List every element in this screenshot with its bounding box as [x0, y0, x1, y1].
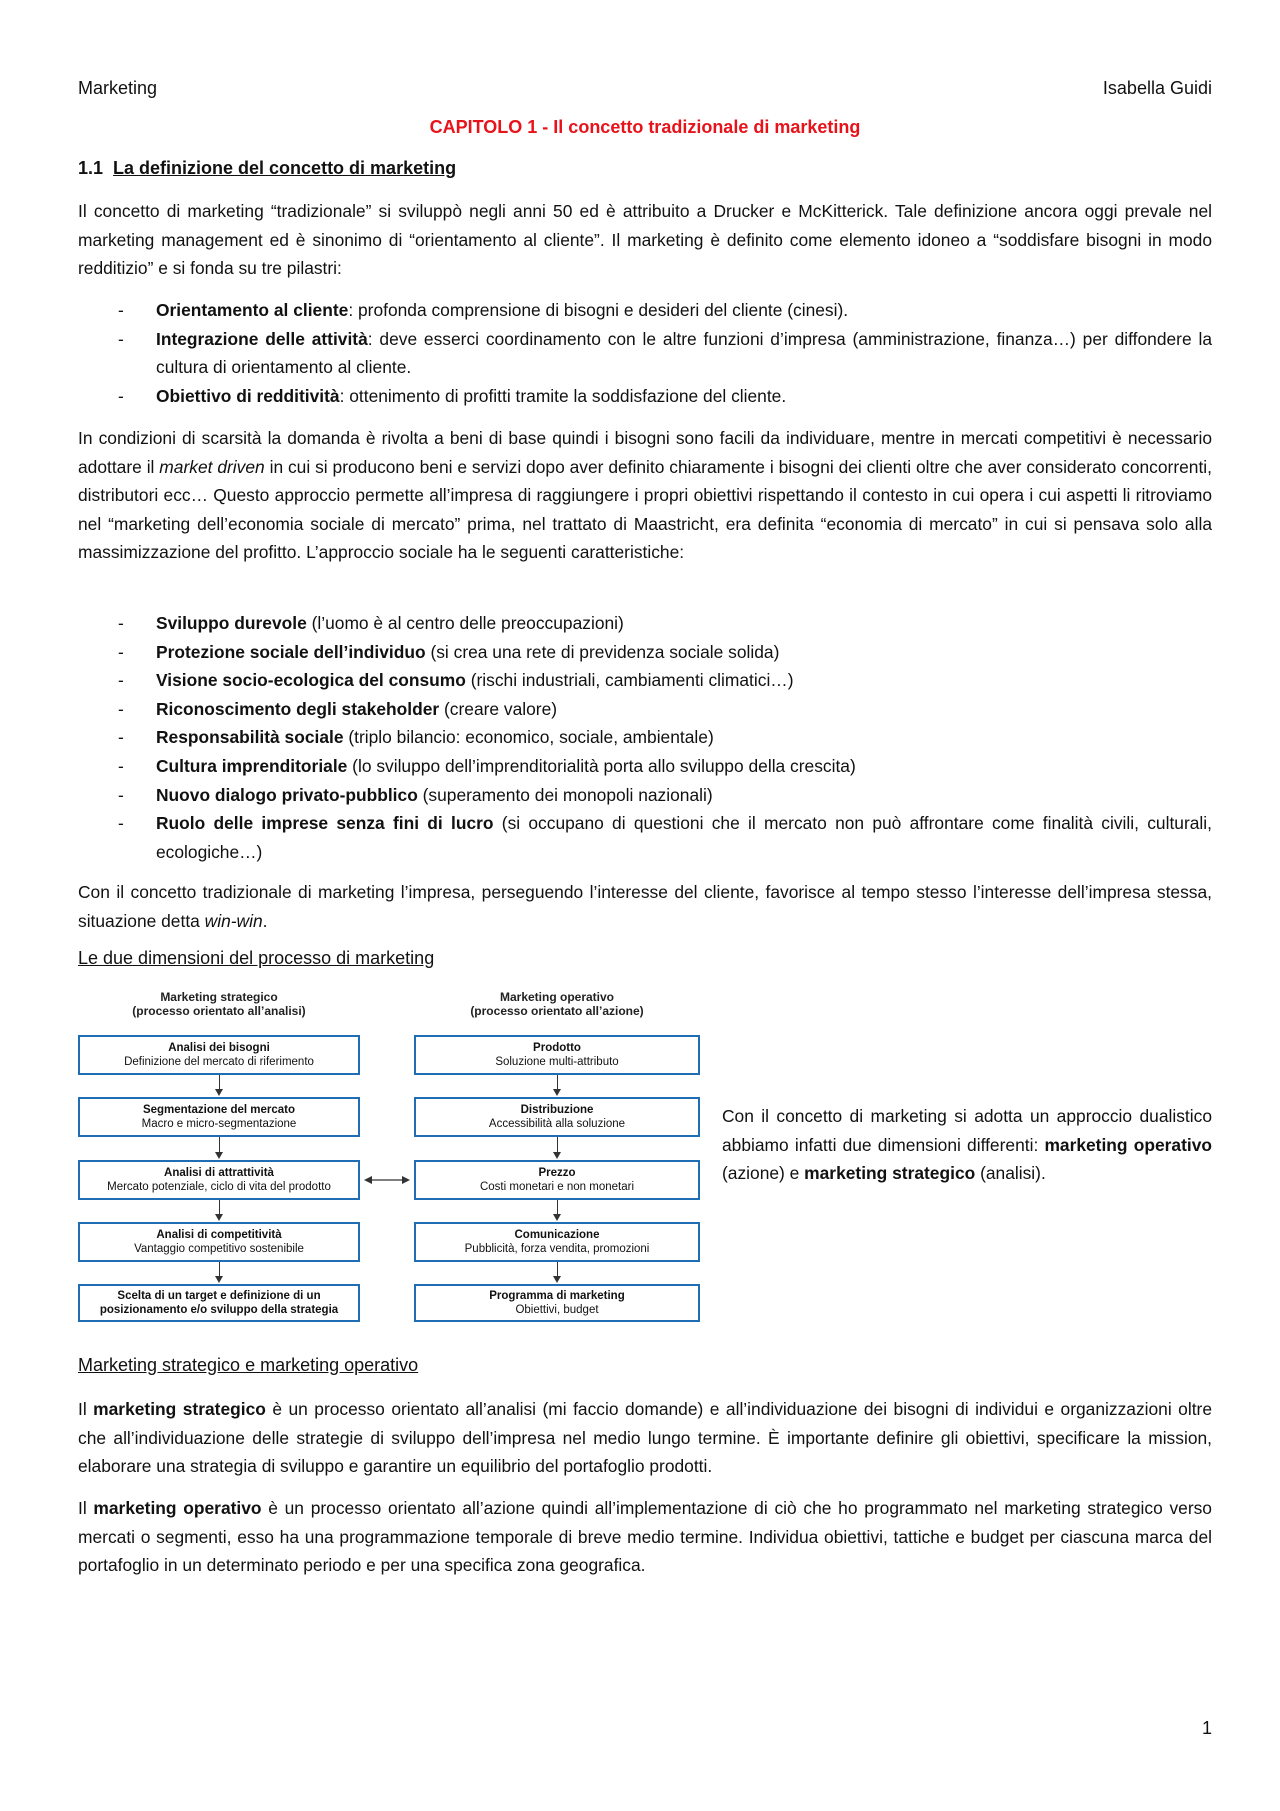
subheading-strategic-operative: Marketing strategico e marketing operativo	[78, 1355, 419, 1375]
arrow-down-icon	[557, 1262, 558, 1277]
italic-text: market driven	[159, 456, 265, 477]
paragraph-5	[78, 1494, 1212, 1580]
text: Il	[78, 1498, 94, 1518]
item-text: (lo sviluppo dell’imprenditorialità porta allo sviluppo della crescita)	[347, 755, 856, 776]
diagram-side-text	[722, 1102, 1212, 1188]
diagram-left-box	[78, 1097, 360, 1137]
box-title: Scelta di un target e definizione di un	[117, 1290, 321, 1302]
item-bold: Responsabilità sociale	[156, 727, 344, 748]
subheading-dimensions: Le due dimensioni del processo di marketing	[78, 948, 435, 968]
item-bold: Obiettivo di redditività	[156, 385, 340, 406]
item-text: : ottenimento di profitti tramite la soddisfazione del cliente.	[339, 385, 787, 406]
diagram-right-box	[414, 1222, 700, 1262]
text: è un processo orientato all’analisi (mi faccio domande) e all’individuazione dei bisogni di individui e organizzazioni oltre che all’individuazione delle strategie di sviluppo dell’impresa nel medio lungo termine. È importante definire gli obiettivi, specificare la mission, elaborare una strategia di sviluppo e garantire un equilibrio del portafoglio prodotti.	[78, 1399, 1213, 1477]
text: (azione) e	[722, 1163, 805, 1184]
list-item	[78, 609, 1212, 638]
diagram-right-title	[414, 990, 700, 1018]
diagram-left-title	[78, 990, 360, 1018]
box-title: Comunicazione	[514, 1229, 600, 1241]
italic-text: win-win	[204, 910, 263, 931]
list-item	[78, 638, 1212, 667]
list-item	[78, 296, 1212, 325]
bold-text: marketing operativo	[1044, 1134, 1212, 1155]
diagram-left-box	[78, 1035, 360, 1075]
list-item	[78, 809, 1212, 866]
box-subtitle: Macro e micro-segmentazione	[141, 1118, 297, 1130]
item-bold: Riconoscimento degli stakeholder	[156, 698, 440, 719]
chapter-title: CAPITOLO 1 - Il concetto tradizionale di marketing	[429, 117, 861, 137]
list-item	[78, 781, 1212, 810]
section-heading	[78, 158, 456, 179]
list-item	[78, 325, 1212, 382]
arrow-down-icon	[557, 1075, 558, 1090]
bold-text: marketing strategico	[93, 1399, 266, 1419]
title-line: (processo orientato all’analisi)	[132, 1004, 306, 1018]
pillars-list	[78, 296, 1212, 410]
box-title: Prezzo	[538, 1167, 576, 1179]
item-text: (si occupano di questioni che il mercato non può affrontare come finalità civili, culturali, ecologiche…)	[156, 813, 1212, 862]
bold-text: marketing strategico	[804, 1163, 976, 1184]
paragraph-4	[78, 1395, 1212, 1481]
diagram-right-box	[414, 1160, 700, 1200]
list-item	[78, 695, 1212, 724]
arrow-down-icon	[557, 1200, 558, 1215]
item-text: (si crea una rete di previdenza sociale solida)	[425, 641, 780, 662]
item-text: (superamento dei monopoli nazionali)	[417, 784, 713, 805]
item-bold: Ruolo delle imprese senza fini di lucro	[156, 813, 494, 834]
text: Il	[78, 1399, 94, 1419]
text: (analisi).	[975, 1163, 1046, 1184]
paragraph-3	[78, 878, 1212, 935]
item-bold: Integrazione delle attività	[156, 328, 368, 349]
box-title: Analisi di attrattività	[164, 1167, 274, 1179]
box-subtitle: Soluzione multi-attributo	[495, 1056, 619, 1068]
diagram-left-box	[78, 1284, 360, 1322]
arrow-down-icon	[219, 1262, 220, 1277]
bold-text: marketing operativo	[93, 1498, 262, 1518]
text: In condizioni di scarsità la domanda è rivolta a beni di base quindi i bisogni sono facili da individuare, mentre in mercati competitivi è necessario adottare il	[78, 428, 1212, 477]
item-bold: Protezione sociale dell’individuo	[156, 641, 426, 662]
diagram-left-box	[78, 1222, 360, 1262]
item-bold: Visione socio-ecologica del consumo	[156, 670, 466, 691]
item-text: (l’uomo è al centro delle preoccupazioni)	[306, 613, 624, 633]
box-subtitle: Accessibilità alla soluzione	[488, 1118, 626, 1130]
list-item	[78, 752, 1212, 781]
paragraph-1: Il concetto di marketing “tradizionale” si sviluppò negli anni 50 ed è attribuito a Drucker e McKitterick. Tale definizione ancora oggi prevale nel marketing management ed è sinonimo di “orientamento al cliente”. Il marketing è definito come elemento idoneo a “soddisfare bisogni in modo redditizio” e si fonda su tre pilastri:	[78, 201, 1212, 279]
box-subtitle: Mercato potenziale, ciclo di vita del prodotto	[107, 1181, 331, 1193]
box-subtitle: Definizione del mercato di riferimento	[124, 1056, 314, 1068]
box-title: Programma di marketing	[489, 1290, 625, 1302]
header-right: Isabella Guidi	[1102, 78, 1212, 98]
page-number: 1	[1201, 1718, 1212, 1738]
text: Con il concetto di marketing si adotta un approccio dualistico abbiamo infatti due dimensioni differenti:	[722, 1106, 1212, 1155]
box-title: Distribuzione	[520, 1104, 594, 1116]
diagram-right-box	[414, 1284, 700, 1322]
arrow-down-icon	[219, 1137, 220, 1153]
list-item	[78, 723, 1212, 752]
diagram-right-box	[414, 1035, 700, 1075]
arrow-down-icon	[219, 1075, 220, 1090]
title-line: Marketing strategico	[160, 990, 278, 1004]
box-title: Analisi dei bisogni	[168, 1042, 270, 1054]
item-text: (creare valore)	[439, 698, 558, 719]
header-left: Marketing	[78, 78, 158, 98]
paragraph-2	[78, 424, 1212, 567]
item-bold: Sviluppo durevole	[156, 613, 307, 633]
section-number: 1.1	[78, 158, 104, 178]
double-arrow-icon	[364, 1173, 424, 1187]
text: Con il concetto tradizionale di marketing l’impresa, perseguendo l’interesse del cliente, favorisce al tempo stesso l’interesse dell’impresa stessa, situazione detta	[78, 882, 1212, 931]
box-subtitle: Costi monetari e non monetari	[479, 1181, 635, 1193]
list-item	[78, 666, 1212, 695]
features-list	[78, 609, 1212, 866]
arrow-down-icon	[557, 1137, 558, 1153]
item-text: : deve esserci coordinamento con le altre funzioni d’impresa (amministrazione, finanza…) per diffondere la cultura di orientamento al cliente.	[156, 328, 1212, 378]
item-text: : profonda comprensione di bisogni e desideri del cliente (cinesi).	[348, 300, 849, 320]
arrow-down-icon	[219, 1200, 220, 1215]
box-title: Segmentazione del mercato	[142, 1104, 296, 1116]
item-bold: Nuovo dialogo privato-pubblico	[156, 784, 418, 805]
box-subtitle: Obiettivi, budget	[515, 1304, 599, 1316]
box-title: Analisi di competitività	[156, 1229, 282, 1241]
text: in cui si producono beni e servizi dopo aver definito chiaramente i bisogni dei clienti oltre che aver considerato concorrenti, distributori ecc… Questo approccio permette all’impresa di raggiungere i propri obiettivi rispettando il contesto in cui opera i cui aspetti li ritroviamo nel “marketing dell’economia sociale di mercato” prima, nel trattato di Maastricht, era definita “economia di mercato” in cui si pensava solo alla massimizzazione del profitto. L’approccio sociale ha le seguenti caratteristiche:	[78, 456, 1212, 563]
box-title: Prodotto	[533, 1042, 581, 1054]
item-text: (rischi industriali, cambiamenti climatici…)	[465, 670, 794, 691]
list-item	[78, 382, 1212, 411]
section-title: La definizione del concetto di marketing	[113, 158, 457, 178]
item-bold: Orientamento al cliente	[156, 300, 349, 320]
title-line: (processo orientato all’azione)	[470, 1004, 644, 1018]
title-line: Marketing operativo	[499, 990, 615, 1004]
box-subtitle: Pubblicità, forza vendita, promozioni	[464, 1243, 650, 1255]
text: è un processo orientato all’azione quindi all’implementazione di ciò che ho programmato nel marketing strategico verso mercati o segmenti, esso ha una programmazione temporale di breve medio termine. Individua obiettivi, tattiche e budget per ciascuna marca del portafoglio in un determinato periodo e per una specifica zona geografica.	[78, 1498, 1212, 1576]
box-subtitle: Vantaggio competitivo sostenibile	[134, 1243, 304, 1255]
diagram-left-box	[78, 1160, 360, 1200]
item-bold: Cultura imprenditoriale	[156, 755, 348, 776]
diagram-right-box	[414, 1097, 700, 1137]
item-text: (triplo bilancio: economico, sociale, ambientale)	[343, 727, 714, 748]
box-subtitle: posizionamento e/o sviluppo della strategia	[99, 1304, 339, 1316]
text: .	[262, 910, 268, 931]
